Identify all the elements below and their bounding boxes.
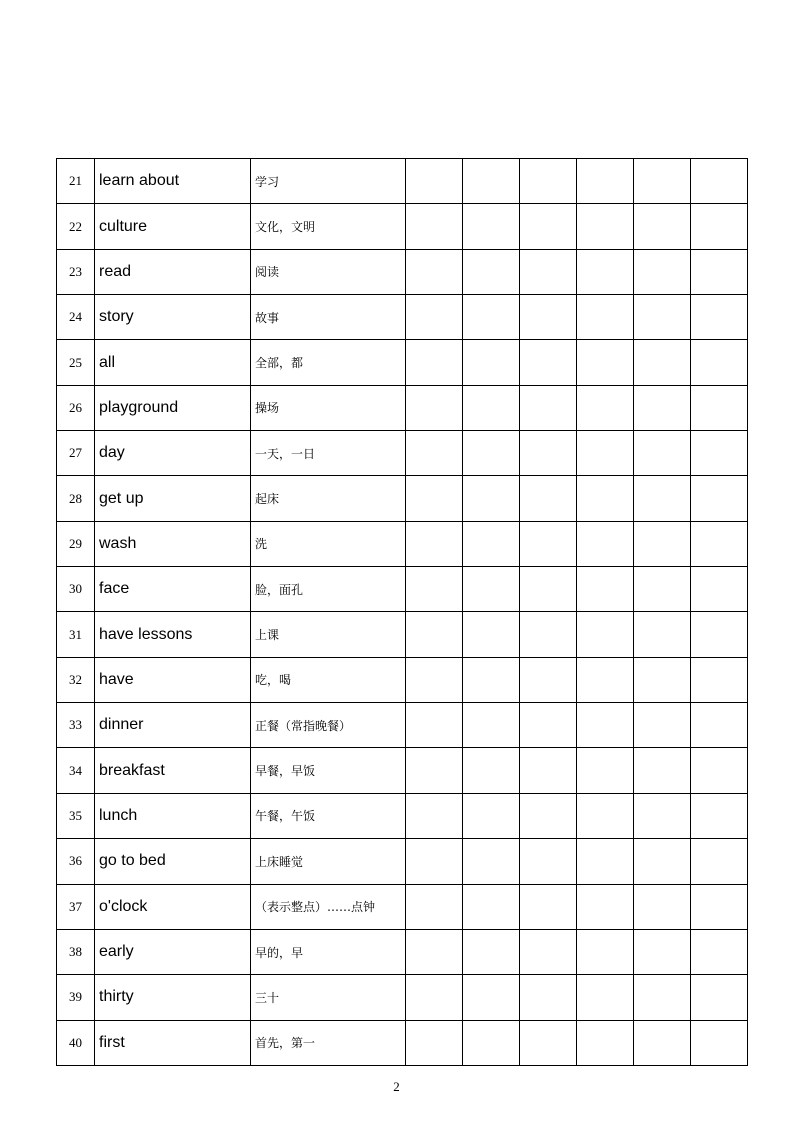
- english-word: early: [95, 929, 251, 974]
- practice-cell: [463, 159, 520, 204]
- row-number: 27: [57, 431, 95, 476]
- chinese-meaning: 全部，都: [251, 340, 406, 385]
- practice-cell: [520, 567, 577, 612]
- practice-cell: [691, 1020, 748, 1065]
- practice-cell: [634, 340, 691, 385]
- vocab-row: [57, 340, 748, 385]
- practice-cell: [406, 612, 463, 657]
- practice-cell: [520, 929, 577, 974]
- practice-cell: [577, 612, 634, 657]
- practice-cell: [406, 793, 463, 838]
- page-number: 2: [393, 1079, 400, 1094]
- english-word: day: [95, 431, 251, 476]
- practice-cell: [691, 839, 748, 884]
- row-number: 32: [57, 657, 95, 702]
- practice-cell: [406, 1020, 463, 1065]
- practice-cell: [406, 657, 463, 702]
- vocab-row: [57, 567, 748, 612]
- chinese-meaning: 起床: [251, 476, 406, 521]
- practice-cell: [406, 748, 463, 793]
- practice-cell: [577, 567, 634, 612]
- practice-cell: [634, 929, 691, 974]
- row-number: 28: [57, 476, 95, 521]
- practice-cell: [520, 703, 577, 748]
- practice-cell: [577, 929, 634, 974]
- practice-cell: [520, 249, 577, 294]
- practice-cell: [634, 748, 691, 793]
- english-word: breakfast: [95, 748, 251, 793]
- practice-cell: [520, 793, 577, 838]
- vocab-row: [57, 295, 748, 340]
- vocab-row: [57, 839, 748, 884]
- chinese-meaning: 正餐（常指晚餐）: [251, 703, 406, 748]
- chinese-meaning: 上床睡觉: [251, 839, 406, 884]
- practice-cell: [406, 884, 463, 929]
- row-number: 25: [57, 340, 95, 385]
- chinese-meaning: 洗: [251, 521, 406, 566]
- english-word: face: [95, 567, 251, 612]
- vocab-row: [57, 884, 748, 929]
- row-number: 22: [57, 204, 95, 249]
- row-number: 39: [57, 975, 95, 1020]
- practice-cell: [634, 159, 691, 204]
- practice-cell: [463, 567, 520, 612]
- practice-cell: [463, 884, 520, 929]
- practice-cell: [634, 385, 691, 430]
- vocab-row: [57, 929, 748, 974]
- english-word: all: [95, 340, 251, 385]
- practice-cell: [577, 521, 634, 566]
- chinese-meaning: 吃，喝: [251, 657, 406, 702]
- vocab-row: [57, 975, 748, 1020]
- row-number: 36: [57, 839, 95, 884]
- english-word: first: [95, 1020, 251, 1065]
- row-number: 33: [57, 703, 95, 748]
- practice-cell: [520, 1020, 577, 1065]
- practice-cell: [577, 159, 634, 204]
- practice-cell: [634, 431, 691, 476]
- practice-cell: [577, 249, 634, 294]
- practice-cell: [406, 521, 463, 566]
- chinese-meaning: 首先，第一: [251, 1020, 406, 1065]
- practice-cell: [634, 884, 691, 929]
- practice-cell: [577, 476, 634, 521]
- practice-cell: [634, 975, 691, 1020]
- practice-cell: [463, 839, 520, 884]
- practice-cell: [634, 567, 691, 612]
- practice-cell: [634, 703, 691, 748]
- practice-cell: [463, 476, 520, 521]
- chinese-meaning: 上课: [251, 612, 406, 657]
- english-word: story: [95, 295, 251, 340]
- practice-cell: [520, 612, 577, 657]
- practice-cell: [691, 476, 748, 521]
- vocab-row: [57, 249, 748, 294]
- vocabulary-table-body: [57, 159, 748, 1066]
- practice-cell: [577, 295, 634, 340]
- english-word: culture: [95, 204, 251, 249]
- practice-cell: [406, 929, 463, 974]
- vocab-row: [57, 703, 748, 748]
- chinese-meaning: 午餐，午饭: [251, 793, 406, 838]
- vocab-row: [57, 521, 748, 566]
- practice-cell: [520, 295, 577, 340]
- english-word: get up: [95, 476, 251, 521]
- vocabulary-table: [56, 158, 748, 1066]
- row-number: 40: [57, 1020, 95, 1065]
- chinese-meaning: 一天，一日: [251, 431, 406, 476]
- practice-cell: [691, 657, 748, 702]
- practice-cell: [463, 431, 520, 476]
- english-word: playground: [95, 385, 251, 430]
- practice-cell: [691, 612, 748, 657]
- english-word: thirty: [95, 975, 251, 1020]
- row-number: 38: [57, 929, 95, 974]
- practice-cell: [463, 521, 520, 566]
- practice-cell: [520, 431, 577, 476]
- practice-cell: [577, 975, 634, 1020]
- row-number: 37: [57, 884, 95, 929]
- row-number: 31: [57, 612, 95, 657]
- practice-cell: [406, 295, 463, 340]
- practice-cell: [691, 340, 748, 385]
- practice-cell: [634, 793, 691, 838]
- english-word: wash: [95, 521, 251, 566]
- row-number: 21: [57, 159, 95, 204]
- practice-cell: [406, 703, 463, 748]
- practice-cell: [520, 159, 577, 204]
- practice-cell: [406, 249, 463, 294]
- practice-cell: [463, 612, 520, 657]
- practice-cell: [463, 703, 520, 748]
- practice-cell: [577, 1020, 634, 1065]
- row-number: 34: [57, 748, 95, 793]
- row-number: 29: [57, 521, 95, 566]
- practice-cell: [520, 884, 577, 929]
- practice-cell: [520, 521, 577, 566]
- practice-cell: [463, 929, 520, 974]
- practice-cell: [520, 340, 577, 385]
- row-number: 30: [57, 567, 95, 612]
- practice-cell: [691, 431, 748, 476]
- chinese-meaning: 文化，文明: [251, 204, 406, 249]
- practice-cell: [520, 476, 577, 521]
- vocab-row: [57, 204, 748, 249]
- practice-cell: [577, 431, 634, 476]
- chinese-meaning: 早的，早: [251, 929, 406, 974]
- practice-cell: [634, 204, 691, 249]
- chinese-meaning: 早餐，早饭: [251, 748, 406, 793]
- practice-cell: [691, 884, 748, 929]
- practice-cell: [577, 340, 634, 385]
- practice-cell: [406, 204, 463, 249]
- chinese-meaning: 故事: [251, 295, 406, 340]
- chinese-meaning: 阅读: [251, 249, 406, 294]
- practice-cell: [577, 657, 634, 702]
- vocab-row: [57, 159, 748, 204]
- english-word: have lessons: [95, 612, 251, 657]
- vocab-row: [57, 1020, 748, 1065]
- practice-cell: [691, 975, 748, 1020]
- practice-cell: [463, 748, 520, 793]
- row-number: 24: [57, 295, 95, 340]
- practice-cell: [691, 929, 748, 974]
- practice-cell: [520, 385, 577, 430]
- practice-cell: [463, 249, 520, 294]
- practice-cell: [691, 385, 748, 430]
- english-word: have: [95, 657, 251, 702]
- practice-cell: [463, 1020, 520, 1065]
- practice-cell: [691, 204, 748, 249]
- practice-cell: [691, 295, 748, 340]
- vocab-row: [57, 793, 748, 838]
- practice-cell: [577, 793, 634, 838]
- row-number: 26: [57, 385, 95, 430]
- practice-cell: [520, 657, 577, 702]
- practice-cell: [406, 975, 463, 1020]
- practice-cell: [691, 703, 748, 748]
- practice-cell: [634, 657, 691, 702]
- practice-cell: [577, 839, 634, 884]
- chinese-meaning: 操场: [251, 385, 406, 430]
- vocab-row: [57, 476, 748, 521]
- practice-cell: [691, 249, 748, 294]
- english-word: go to bed: [95, 839, 251, 884]
- practice-cell: [406, 839, 463, 884]
- practice-cell: [634, 839, 691, 884]
- practice-cell: [463, 204, 520, 249]
- practice-cell: [691, 793, 748, 838]
- practice-cell: [691, 748, 748, 793]
- practice-cell: [463, 793, 520, 838]
- vocab-row: [57, 657, 748, 702]
- english-word: dinner: [95, 703, 251, 748]
- practice-cell: [691, 567, 748, 612]
- vocab-row: [57, 748, 748, 793]
- practice-cell: [520, 748, 577, 793]
- english-word: o'clock: [95, 884, 251, 929]
- practice-cell: [406, 340, 463, 385]
- practice-cell: [463, 975, 520, 1020]
- practice-cell: [577, 385, 634, 430]
- row-number: 23: [57, 249, 95, 294]
- vocab-row: [57, 431, 748, 476]
- chinese-meaning: （表示整点）……点钟: [251, 884, 406, 929]
- practice-cell: [520, 839, 577, 884]
- practice-cell: [634, 295, 691, 340]
- vocab-row: [57, 385, 748, 430]
- english-word: learn about: [95, 159, 251, 204]
- practice-cell: [406, 159, 463, 204]
- practice-cell: [463, 340, 520, 385]
- practice-cell: [634, 249, 691, 294]
- practice-cell: [406, 567, 463, 612]
- practice-cell: [406, 476, 463, 521]
- chinese-meaning: 脸，面孔: [251, 567, 406, 612]
- practice-cell: [463, 385, 520, 430]
- practice-cell: [520, 975, 577, 1020]
- chinese-meaning: 三十: [251, 975, 406, 1020]
- row-number: 35: [57, 793, 95, 838]
- practice-cell: [577, 204, 634, 249]
- practice-cell: [634, 1020, 691, 1065]
- practice-cell: [520, 204, 577, 249]
- practice-cell: [691, 521, 748, 566]
- chinese-meaning: 学习: [251, 159, 406, 204]
- practice-cell: [577, 703, 634, 748]
- practice-cell: [691, 159, 748, 204]
- practice-cell: [634, 612, 691, 657]
- practice-cell: [634, 521, 691, 566]
- practice-cell: [406, 431, 463, 476]
- english-word: read: [95, 249, 251, 294]
- practice-cell: [463, 295, 520, 340]
- practice-cell: [577, 884, 634, 929]
- practice-cell: [634, 476, 691, 521]
- practice-cell: [406, 385, 463, 430]
- english-word: lunch: [95, 793, 251, 838]
- practice-cell: [577, 748, 634, 793]
- vocab-row: [57, 612, 748, 657]
- practice-cell: [463, 657, 520, 702]
